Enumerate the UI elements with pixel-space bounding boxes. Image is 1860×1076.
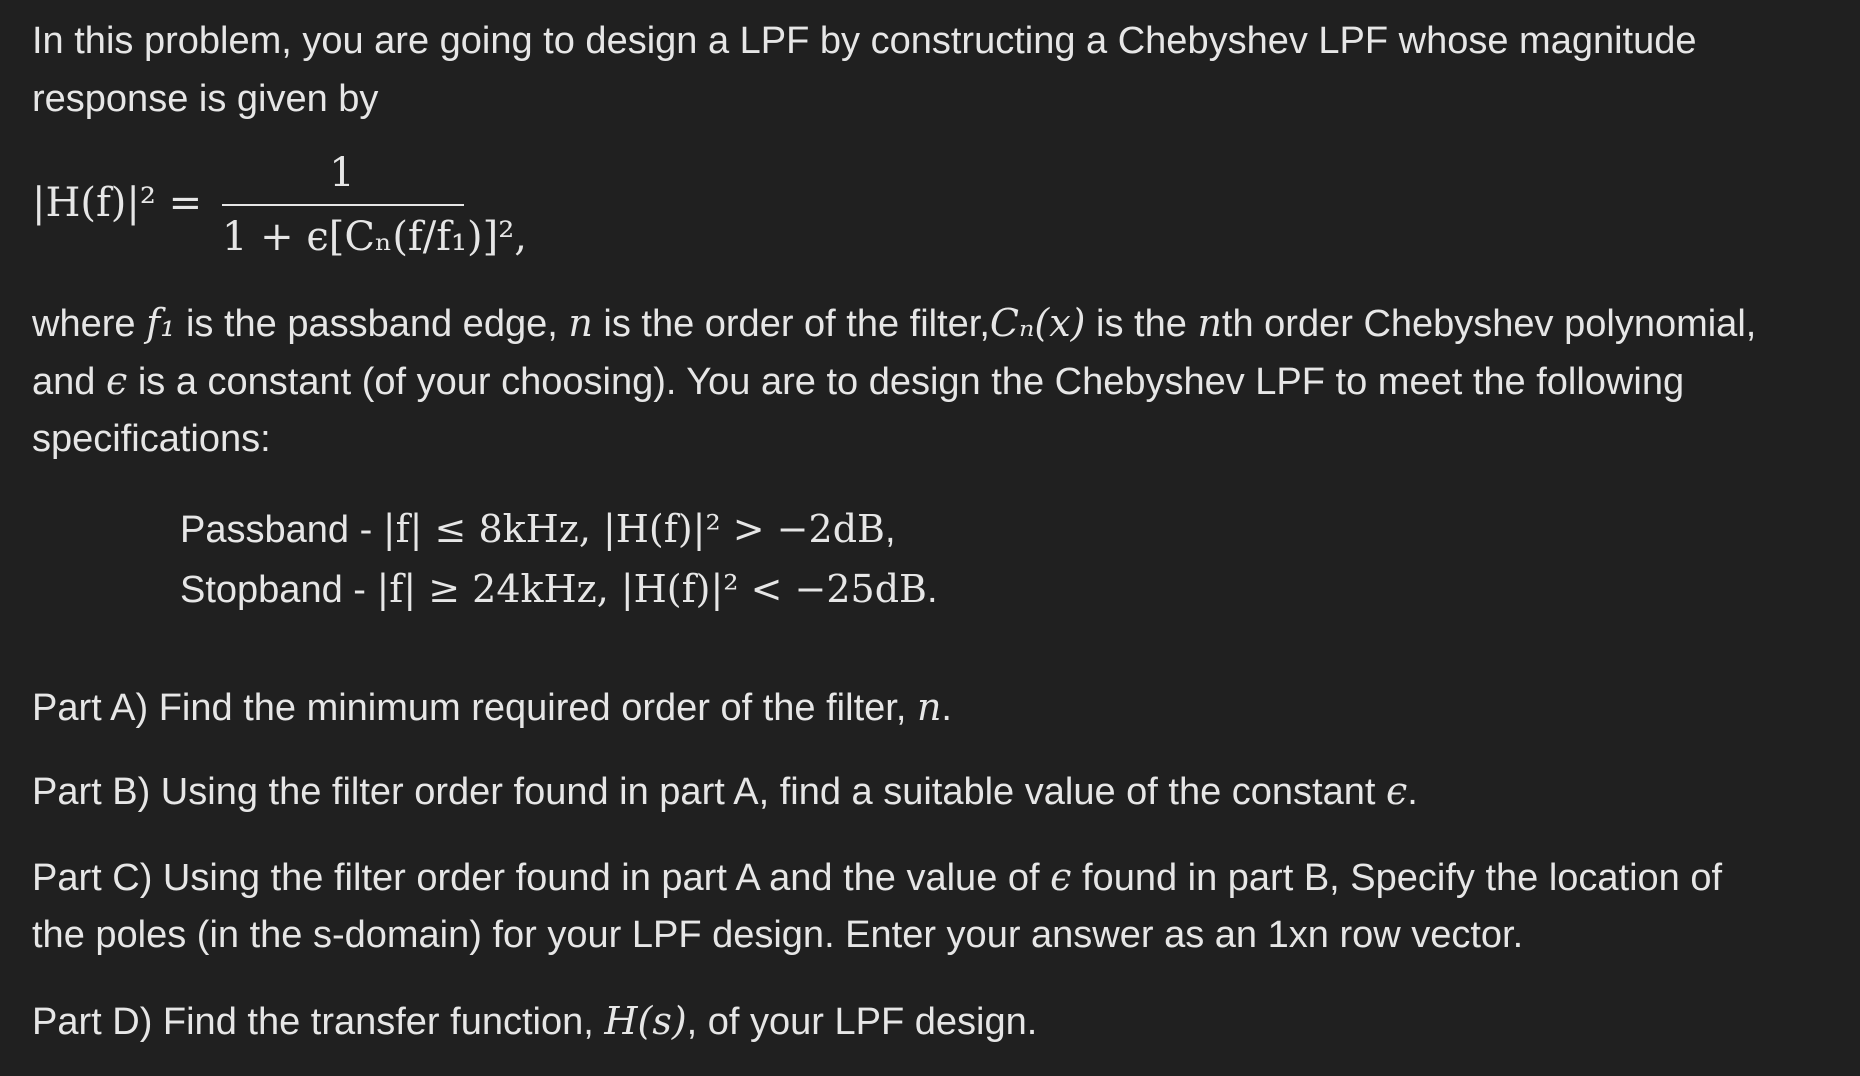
passband-math: |f| ≤ 8kHz, |H(f)|² > −2dB [382,507,885,551]
where-line-1 [32,300,1756,347]
where-text-4: th order Chebyshev polynomial, [1221,303,1757,345]
stopband-spec [180,566,938,613]
part-c-var: ϵ [1050,855,1072,899]
part-d-end: , of your LPF design. [686,1001,1038,1043]
where-prefix: where [32,303,136,345]
where-line-2 [32,358,1684,405]
where-line-3: specifications: [32,418,271,460]
where-and: and [32,361,96,403]
part-b [32,768,1418,815]
stopband-label: Stopband - [180,569,377,611]
passband-label: Passband - [180,509,383,551]
order-var-2: n [1197,301,1222,345]
part-d-text: Part D) Find the transfer function, [32,1001,594,1043]
part-b-var: ϵ [1386,769,1408,813]
stopband-end: . [926,569,938,611]
part-a-var: n [916,685,942,729]
where-text-3: is the [1096,303,1187,345]
part-b-text: Part B) Using the filter order found in part A, find a suitable value of the constant [32,771,1376,813]
part-b-end: . [1407,771,1418,813]
intro-line-2: response is given by [32,78,379,120]
part-d-var: H(s) [604,999,687,1043]
part-c-text-2: found in part B, Specify the location of [1082,857,1723,899]
stopband-math: |f| ≥ 24kHz, |H(f)|² < −25dB [376,567,927,611]
chebyshev-poly-var: Cₙ(x) [989,301,1086,345]
where-text-2: is the order of the filter, [603,303,990,345]
part-d [32,998,1037,1045]
order-var: n [568,301,593,345]
passband-spec [180,506,896,553]
intro-line-1: In this problem, you are going to design a LPF by constructing a Chebyshev LPF whose magnitude [32,20,1697,62]
fraction-bar [222,204,464,206]
formula-denominator: 1 + ϵ[Cₙ(f/f₁)]², [222,214,527,260]
formula-numerator: 1 [329,150,355,196]
part-c-line-2: the poles (in the s-domain) for your LPF design. Enter your answer as an 1xn row vector. [32,914,1524,956]
part-a-text: Part A) Find the minimum required order of the filter, [32,687,907,729]
magnitude-response-formula [32,150,632,270]
part-a-end: . [941,687,952,729]
part-c-text-1: Part C) Using the filter order found in part A and the value of [32,857,1040,899]
where-line-2-rest: is a constant (of your choosing). You are to design the Chebyshev LPF to meet the following [137,361,1685,403]
part-a [32,684,952,731]
formula-lhs: |H(f)|² = [32,180,203,226]
part-c-line-1 [32,854,1722,901]
where-text-1: is the passband edge, [185,303,558,345]
passband-end: , [884,509,896,551]
epsilon-var: ϵ [105,359,128,403]
passband-edge-var: f₁ [146,301,176,345]
